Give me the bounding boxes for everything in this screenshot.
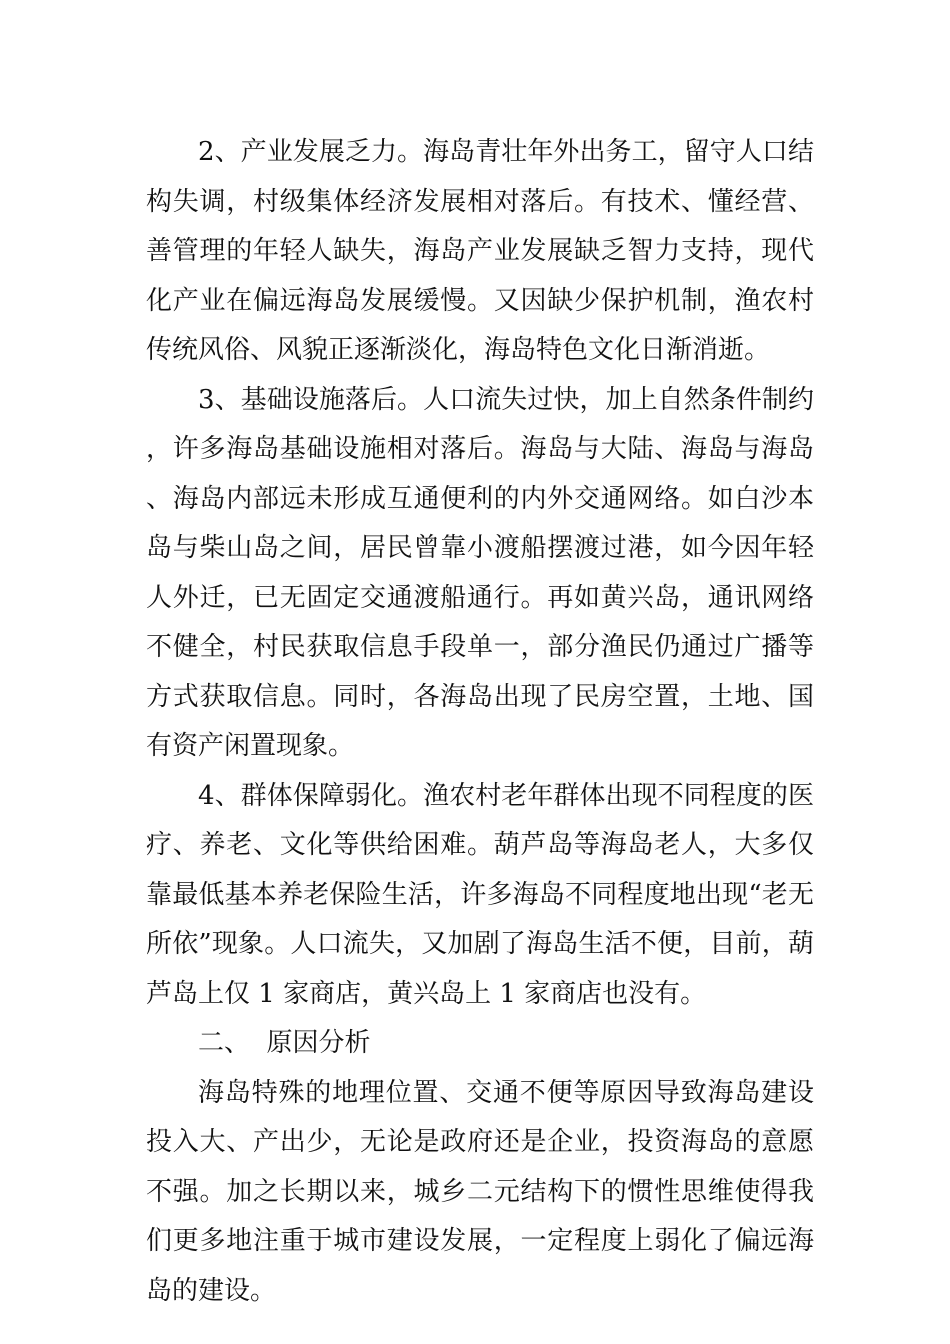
document-body (146, 128, 814, 1316)
paragraph-industry-development: 2、产业发展乏力。海岛青壮年外出务工，留守人口结构失调，村级集体经济发展相对落后。有技术、懂经营、善管理的年轻人缺失，海岛产业发展缺乏智力支持，现代化产业在偏远海岛发展缓慢。又因缺少保护机制，渔农村传统风俗、风貌正逐渐淡化，海岛特色文化日渐消逝。 (146, 137, 814, 365)
paragraph-infrastructure: 3、基础设施落后。人口流失过快，加上自然条件制约，许多海岛基础设施相对落后。海岛与大陆、海岛与海岛、海岛内部远未形成互通便利的内外交通网络。如白沙本岛与柴山岛之间，居民曾靠小渡船摆渡过港，如今因年轻人外迁，已无固定交通渡船通行。再如黄兴岛，通讯网络不健全，村民获取信息手段单一，部分渔民仍通过广播等方式获取信息。同时，各海岛出现了民房空置，土地、国有资产闲置现象。 (146, 384, 814, 761)
paragraph-social-security: 4、群体保障弱化。渔农村老年群体出现不同程度的医疗、养老、文化等供给困难。葫芦岛等海岛老人，大多仅靠最低基本养老保险生活，许多海岛不同程度地出现“老无所依”现象。人口流失，又加剧了海岛生活不便，目前，葫芦岛上仅 1 家商店，黄兴岛上 1 家商店也没有。 (146, 780, 814, 1009)
section-heading-cause-analysis: 二、 原因分析 (198, 1028, 371, 1058)
paragraph-cause-analysis: 海岛特殊的地理位置、交通不便等原因导致海岛建设投入大、产出少，无论是政府还是企业，投资海岛的意愿不强。加之长期以来，城乡二元结构下的惯性思维使得我们更多地注重于城市建设发展，一定程度上弱化了偏远海岛的建设。 (146, 1077, 814, 1306)
